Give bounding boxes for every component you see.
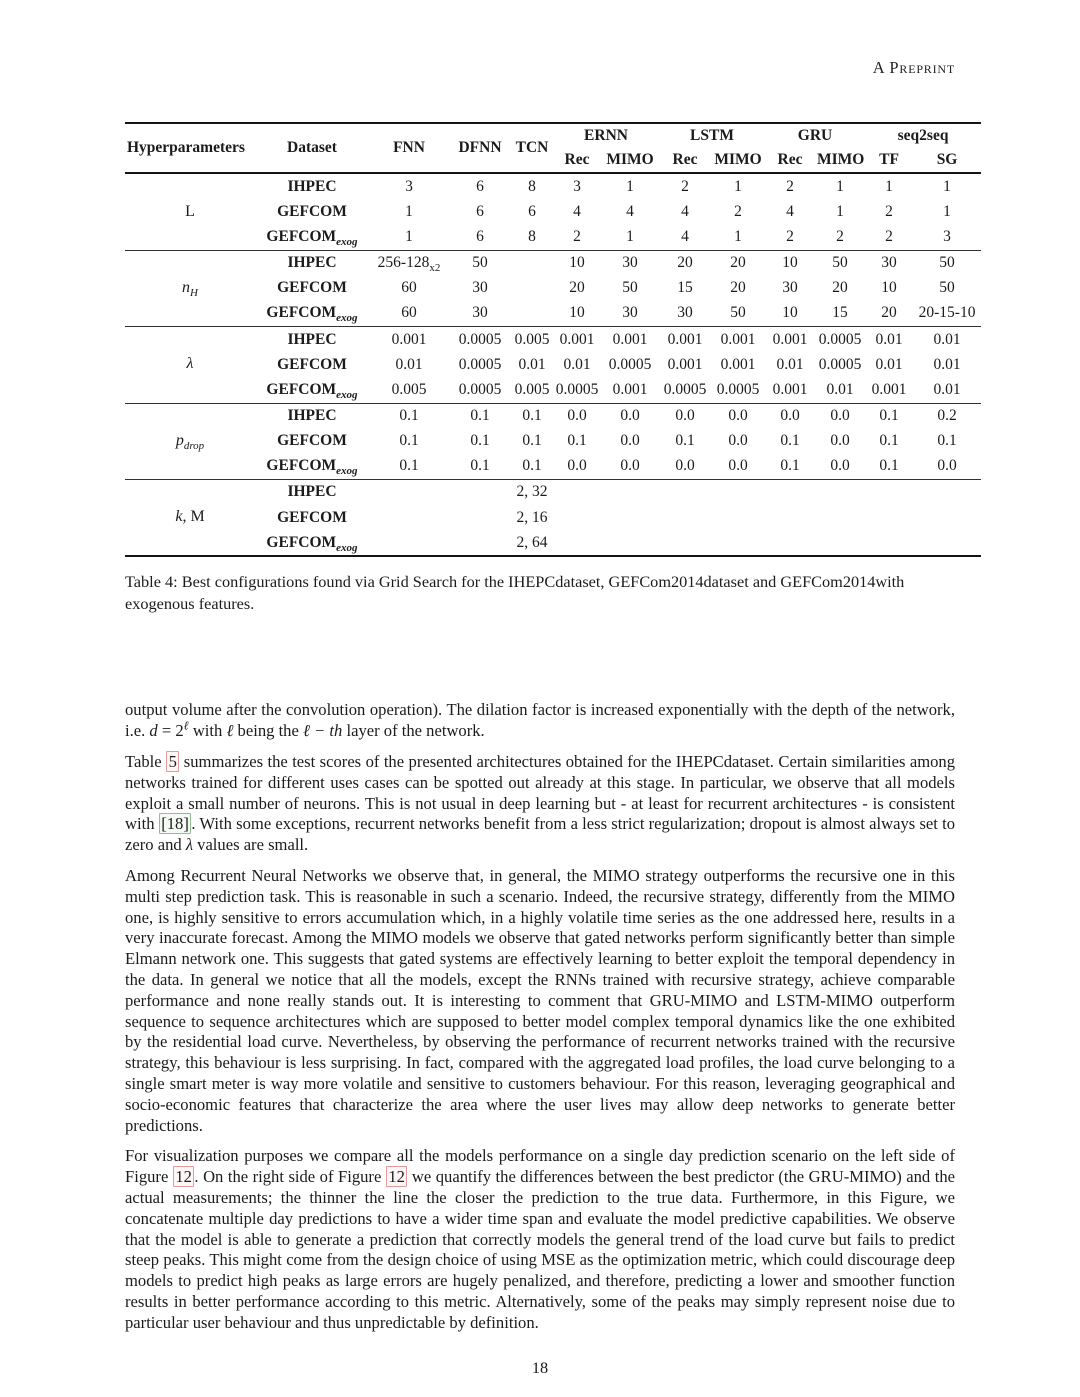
table-row (125, 327, 981, 353)
value-cell (511, 301, 553, 327)
value-cell: 0.1 (399, 432, 419, 450)
value-cell: 0.01 (875, 330, 903, 348)
value-cell: 10 (569, 254, 585, 272)
value-cell: 1 (405, 228, 413, 246)
value-cell (865, 479, 913, 505)
table-row (125, 479, 981, 505)
value-cell: 0.0005 (458, 330, 502, 348)
value-cell (765, 479, 815, 505)
col-header-dfnn: DFNN (458, 139, 502, 157)
hyperparameter-label: $p_{drop}$ (175, 431, 205, 453)
value-cell: 50 (939, 254, 955, 272)
value-cell (601, 505, 659, 530)
value-cell: 30 (472, 304, 488, 322)
value-cell (601, 479, 659, 505)
value-cell: 0.005 (514, 380, 550, 398)
value-cell: 0.1 (780, 432, 800, 450)
value-cell: 10 (881, 279, 897, 297)
value-cell: 4 (681, 228, 689, 246)
value-cell: 60 (401, 279, 417, 297)
value-cell (659, 479, 711, 505)
table-group (125, 250, 981, 326)
value-cell: 4 (681, 202, 689, 220)
value-cell: 15 (677, 279, 693, 297)
value-cell: 30 (782, 279, 798, 297)
value-cell: 0.0 (728, 407, 748, 425)
value-cell (601, 530, 659, 556)
table-row (125, 173, 981, 199)
text-segment: λ (185, 835, 193, 855)
value-cell (711, 530, 765, 556)
text-segment: . On the right side of Figure (194, 1167, 386, 1187)
body-paragraphs (125, 700, 955, 1333)
value-cell: 15 (832, 304, 848, 322)
text-segment: d (149, 721, 158, 741)
dataset-label: GEFCOM (277, 432, 347, 450)
value-cell: 0.001 (612, 330, 648, 348)
value-cell: 1 (734, 228, 742, 246)
col-subheader-seq2seq-sg: SG (936, 151, 958, 169)
value-cell: 0.01 (826, 380, 854, 398)
value-cell (511, 276, 553, 301)
value-cell: 0.01 (875, 355, 903, 373)
value-cell (913, 479, 981, 505)
value-cell: 8 (528, 228, 536, 246)
value-cell: 0.005 (514, 330, 550, 348)
value-cell (711, 505, 765, 530)
value-cell: 0.0 (620, 432, 640, 450)
value-cell: 0.1 (567, 432, 587, 450)
value-cell: 20 (730, 254, 746, 272)
text-segment: ℓ − th (303, 721, 343, 741)
value-cell: 2 (836, 228, 844, 246)
dataset-label: IHPEC (287, 407, 337, 425)
table-group (125, 479, 981, 556)
value-cell: 0.001 (612, 380, 648, 398)
value-cell (369, 479, 449, 505)
text-segment: = 2 (157, 721, 184, 741)
col-subheader-lstm-mimo: MIMO (714, 151, 762, 169)
value-cell: 0.01 (933, 380, 961, 398)
hyperparameter-label: L (185, 202, 195, 220)
value-cell: 0.01 (776, 355, 804, 373)
value-cell (449, 479, 511, 505)
value-cell (553, 505, 601, 530)
value-cell: 20 (881, 304, 897, 322)
col-header-dataset: Dataset (287, 139, 337, 157)
table-group (125, 173, 981, 250)
dataset-label: $GEFCOM_{exog}$ (266, 228, 358, 249)
text-segment: . With some exceptions, recurrent networks benefit from a less strict regularization; dropout is almost always set to zero and (125, 814, 955, 855)
value-cell: 0.001 (720, 330, 756, 348)
hyperparameters-table (125, 122, 981, 557)
value-cell (815, 479, 865, 505)
value-cell: 1 (836, 202, 844, 220)
value-cell: 0.0 (567, 407, 587, 425)
col-header-fnn: FNN (393, 139, 425, 157)
value-cell: 1 (943, 177, 951, 195)
value-cell: 30 (881, 254, 897, 272)
text-segment: layer of the network. (342, 721, 485, 741)
paragraph (125, 700, 955, 742)
value-cell: 0.0 (728, 457, 748, 475)
value-cell: 4 (626, 202, 634, 220)
value-cell: 1 (836, 177, 844, 195)
value-cell: 50 (622, 279, 638, 297)
value-cell (511, 250, 553, 276)
dataset-label: $GEFCOM_{exog}$ (266, 457, 358, 478)
col-subheader-seq2seq-tf: TF (879, 151, 899, 169)
value-cell: 30 (472, 279, 488, 297)
value-cell: 1 (405, 202, 413, 220)
text-segment: values are small. (193, 835, 309, 855)
value-cell: 1 (943, 202, 951, 220)
value-cell: 10 (782, 304, 798, 322)
dataset-label: IHPEC (287, 254, 337, 272)
text-segment: For visualization purposes we compare all the models performance on a single day prediction scenario on the left side of Figure (125, 1146, 955, 1187)
value-cell: 3 (405, 177, 413, 195)
value-cell: 0.0 (728, 432, 748, 450)
value-cell (865, 530, 913, 556)
value-cell: 0.0005 (818, 330, 862, 348)
page-number: 18 (531, 1357, 549, 1377)
value-cell (659, 505, 711, 530)
value-cell: 20 (832, 279, 848, 297)
value-cell: 2 (681, 177, 689, 195)
col-subheader-ernn-rec: Rec (564, 151, 590, 169)
value-cell: 0.01 (518, 355, 546, 373)
value-cell (815, 505, 865, 530)
value-cell (913, 505, 981, 530)
value-cell: 2, 64 (516, 533, 548, 551)
value-cell: 0.01 (563, 355, 591, 373)
value-cell: 0.01 (933, 330, 961, 348)
value-cell: 0.0 (675, 457, 695, 475)
value-cell: 8 (528, 177, 536, 195)
value-cell: 0.1 (522, 457, 542, 475)
value-cell: 1 (626, 177, 634, 195)
table-header (125, 123, 981, 173)
internal-reference-link[interactable]: 12 (173, 1166, 195, 1187)
dataset-label: IHPEC (287, 483, 337, 501)
col-subheader-lstm-rec: Rec (672, 151, 698, 169)
value-cell: 0.2 (937, 407, 957, 425)
value-cell: 2 (885, 202, 893, 220)
value-cell: 1 (626, 228, 634, 246)
col-subheader-ernn-mimo: MIMO (606, 151, 654, 169)
value-cell: 1 (734, 177, 742, 195)
value-cell: 0.1 (522, 407, 542, 425)
value-cell (913, 530, 981, 556)
text-segment: summarizes the test scores of the presented architectures obtained for the IHEPCdataset. Certain similarities among networks trained for different uses cases can be spotted out already at this stage. In particular, we observe that all models exploit a small number of neurons. This is not usual in deep learning but - at least for recurrent architectures - is consistent with (125, 751, 956, 834)
value-cell: 0.005 (391, 380, 427, 398)
value-cell: 30 (622, 304, 638, 322)
dataset-label: GEFCOM (277, 508, 347, 526)
value-cell: 0.1 (879, 407, 899, 425)
value-cell: 0.0 (567, 457, 587, 475)
value-cell: 20 (677, 254, 693, 272)
table-caption: Table 4: Best configurations found via Grid Search for the IHEPCdataset, GEFCom2014dataset and GEFCom2014with exogenous features. (125, 572, 905, 613)
value-cell: 0.1 (780, 457, 800, 475)
value-cell: 2 (885, 228, 893, 246)
table-group (125, 327, 981, 403)
paragraph (125, 866, 955, 1136)
value-cell: 20-15-10 (918, 304, 976, 322)
value-cell (369, 505, 449, 530)
value-cell: 1 (885, 177, 893, 195)
value-cell: 0.0 (830, 457, 850, 475)
value-cell (449, 505, 511, 530)
value-cell: 0.0 (937, 457, 957, 475)
value-cell: 0.1 (470, 407, 490, 425)
value-cell: 0.1 (470, 457, 490, 475)
col-header-gru: GRU (797, 127, 833, 144)
value-cell (369, 530, 449, 556)
dataset-label: $GEFCOM_{exog}$ (266, 380, 358, 401)
value-cell: 0.1 (522, 432, 542, 450)
citation-link[interactable]: [18] (159, 813, 192, 834)
text-segment: Table (125, 751, 167, 771)
value-cell: 0.0005 (716, 380, 760, 398)
paragraph (125, 1146, 955, 1333)
value-cell (711, 479, 765, 505)
value-cell: 2, 32 (516, 483, 548, 501)
text-segment: being the (233, 721, 303, 741)
value-cell: 2, 16 (516, 508, 548, 526)
value-cell: 10 (569, 304, 585, 322)
value-cell: 0.001 (559, 330, 595, 348)
value-cell: 0.0005 (608, 355, 652, 373)
table-row (125, 250, 981, 276)
dataset-label: GEFCOM (277, 279, 347, 297)
internal-reference-link[interactable]: 5 (166, 751, 179, 772)
value-cell: 4 (786, 202, 794, 220)
running-header: A Preprint (872, 58, 955, 77)
value-cell: 4 (573, 202, 581, 220)
col-header-ernn: ERNN (584, 127, 628, 144)
value-cell: 6 (528, 202, 536, 220)
value-cell: 3 (943, 228, 951, 246)
text-segment: output volume after the convolution operation). The dilation factor is increased exponentially with the depth of the network, i.e. (125, 700, 955, 741)
value-cell: 0.01 (395, 355, 423, 373)
value-cell: $256-128_{x2}$ (377, 254, 441, 275)
value-cell: 0.01 (933, 355, 961, 373)
hyperparameter-label: $n_H$ (182, 279, 198, 300)
value-cell: 0.001 (667, 330, 703, 348)
dataset-label: IHPEC (287, 177, 337, 195)
value-cell: 20 (569, 279, 585, 297)
value-cell: 30 (622, 254, 638, 272)
value-cell: 0.0 (675, 407, 695, 425)
value-cell: 2 (573, 228, 581, 246)
value-cell: 30 (677, 304, 693, 322)
value-cell: 6 (476, 202, 484, 220)
value-cell: 50 (832, 254, 848, 272)
col-header-lstm: LSTM (690, 127, 734, 144)
col-subheader-gru-mimo: MIMO (817, 151, 865, 169)
table-group (125, 403, 981, 479)
value-cell: 0.1 (675, 432, 695, 450)
value-cell: 0.1 (937, 432, 957, 450)
value-cell: 0.1 (470, 432, 490, 450)
paragraph (125, 752, 955, 856)
value-cell: 0.0 (620, 407, 640, 425)
value-cell: 0.001 (667, 355, 703, 373)
col-subheader-gru-rec: Rec (777, 151, 803, 169)
value-cell: 0.0 (830, 432, 850, 450)
value-cell: 0.0 (780, 407, 800, 425)
value-cell: 0.001 (772, 330, 808, 348)
text-segment: with (188, 721, 227, 741)
value-cell (553, 530, 601, 556)
value-cell (449, 530, 511, 556)
value-cell: 50 (472, 254, 488, 272)
value-cell: 2 (734, 202, 742, 220)
value-cell: 10 (782, 254, 798, 272)
value-cell: 3 (573, 177, 581, 195)
dataset-label: IHPEC (287, 330, 337, 348)
text-segment: Among Recurrent Neural Networks we observe that, in general, the MIMO strategy outperforms the recursive one in this multi step prediction task. This is reasonable in such a scenario. Indeed, the recursive strategy, differently from the MIMO one, is highly sensitive to errors accumulation which, in a highly volatile time series as the one addressed here, results in a very inaccurate forecast. Among the MIMO models we observe that gated networks perform significantly better than simple Elmann network one. This suggests that gated systems are effectively learning to better exploit the temporal dependency in the data. In general we notice that all the models, except the RNNs trained with recursive strategy, achieve comparable performance and none really stands out. It is interesting to comment that GRU-MIMO and LSTM-MIMO outperform sequence to sequence architectures which are supposed to better model complex temporal dynamics like the one exhibited by the residential load curve. Nevertheless, by observing the performance of recurrent networks trained with the recursive strategy, this behaviour is less surprising. In fact, compared with the aggregated load profiles, the load curve belonging to a single smart meter is way more volatile and sensitive to customers behaviour. For this reason, leveraging geographical and socio-economic features that characterize the area where the user lives may allow deep networks to generate better predictions. (125, 865, 955, 1135)
value-cell (865, 505, 913, 530)
value-cell: 0.001 (871, 380, 907, 398)
value-cell: 0.0005 (555, 380, 599, 398)
value-cell: 0.001 (772, 380, 808, 398)
table-row (125, 403, 981, 429)
text-segment: ℓ (183, 718, 189, 733)
value-cell: 0.1 (399, 457, 419, 475)
dataset-label: GEFCOM (277, 355, 347, 373)
value-cell: 0.001 (720, 355, 756, 373)
value-cell: 50 (730, 304, 746, 322)
internal-reference-link[interactable]: 12 (386, 1166, 408, 1187)
value-cell (765, 505, 815, 530)
dataset-label: GEFCOM (277, 202, 347, 220)
value-cell (659, 530, 711, 556)
hyperparameter-label: λ (186, 355, 194, 373)
value-cell: 0.0005 (818, 355, 862, 373)
value-cell: 60 (401, 304, 417, 322)
col-header-seq2seq: seq2seq (897, 127, 949, 144)
col-header-tcn: TCN (515, 139, 549, 157)
value-cell (765, 530, 815, 556)
value-cell: 0.001 (391, 330, 427, 348)
dataset-label: $GEFCOM_{exog}$ (266, 533, 358, 554)
dataset-label: $GEFCOM_{exog}$ (266, 304, 358, 325)
text-segment: ℓ (226, 721, 234, 741)
value-cell: 0.0 (620, 457, 640, 475)
hyperparameter-label: k, M (175, 508, 205, 526)
value-cell: 2 (786, 228, 794, 246)
value-cell: 0.0005 (458, 355, 502, 373)
value-cell: 0.0 (830, 407, 850, 425)
value-cell: 0.0005 (458, 380, 502, 398)
value-cell: 0.0005 (663, 380, 707, 398)
value-cell: 6 (476, 228, 484, 246)
value-cell: 0.1 (879, 432, 899, 450)
value-cell: 6 (476, 177, 484, 195)
value-cell: 20 (730, 279, 746, 297)
text-segment: we quantify the differences between the best predictor (the GRU-MIMO) and the actual measurements; the thinner the line the closer the prediction to the true data. Furthermore, in this Figure, we concatenate multiple day predictions to have a wider time span and evaluate the model predictive capabilities. We observe that the model is able to generate a prediction that correctly models the general trend of the load curve but fails to predict steep peaks. This might come from the design choice of using MSE as the optimization metric, which could discourage deep models to predict high peaks as large errors are hugely penalized, and therefore, predicting a lower and smoother function results in better performance according to this metric. Alternatively, some of the peaks may simply represent noise due to particular user behaviour and thus unpredictable by definition. (125, 1167, 955, 1332)
col-header-hyperparameters: Hyperparameters (127, 139, 245, 157)
value-cell: 2 (786, 177, 794, 195)
value-cell (553, 479, 601, 505)
value-cell: 0.1 (879, 457, 899, 475)
value-cell: 50 (939, 279, 955, 297)
value-cell (815, 530, 865, 556)
value-cell: 0.1 (399, 407, 419, 425)
